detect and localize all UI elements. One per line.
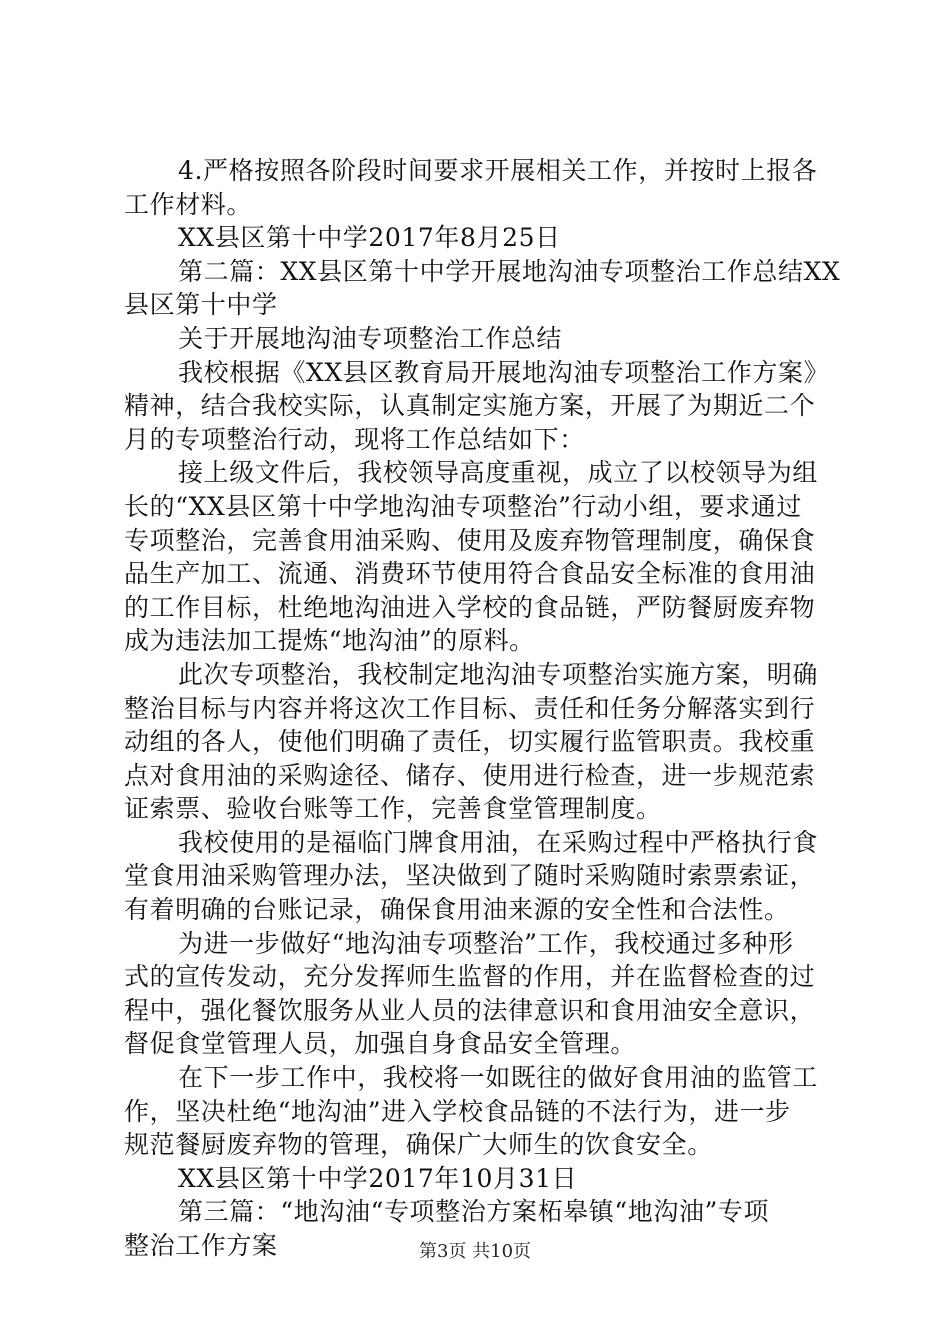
text-line: 专项整治，完善食用油采购、使用及废弃物管理制度，确保食 xyxy=(124,525,816,555)
text-line: 精神，结合我校实际，认真制定实施方案，开展了为期近二个 xyxy=(124,391,816,421)
text-line: 工作材料。 xyxy=(124,189,253,219)
text-line: 月的专项整治行动，现将工作总结如下： xyxy=(124,424,585,454)
text-line: XX县区第十中学2017年10月31日 xyxy=(178,1163,578,1193)
text-line: 此次专项整治，我校制定地沟油专项整治实施方案，明确 xyxy=(178,659,819,689)
text-line: 规范餐厨废弃物的管理，确保广大师生的饮食安全。 xyxy=(124,1130,713,1160)
text-line: 堂食用油采购管理办法，坚决做到了随时采购随时索票索证， xyxy=(124,861,816,891)
document-body xyxy=(124,154,841,1263)
text-line: 证索票、验收台账等工作，完善食堂管理制度。 xyxy=(124,794,662,824)
text-line: 长的“XX县区第十中学地沟油专项整治”行动小组，要求通过 xyxy=(124,491,802,521)
text-line: 品生产加工、流通、消费环节使用符合食品安全标准的食用油 xyxy=(124,559,816,589)
text-line: 第三篇：“地沟油“专项整治方案柘皋镇“地沟油”专项 xyxy=(178,1197,770,1227)
text-line: 我校根据《XX县区教育局开展地沟油专项整治工作方案》 xyxy=(178,357,830,387)
text-line: 接上级文件后，我校领导高度重视，成立了以校领导为组 xyxy=(178,458,819,488)
text-line: 在下一步工作中，我校将一如既往的做好食用油的监管工 xyxy=(178,1063,819,1093)
text-line: 成为违法加工提炼“地沟油”的原料。 xyxy=(124,626,535,656)
text-line: 点对食用油的采购途径、储存、使用进行检查，进一步规范索 xyxy=(124,760,816,790)
text-line: 动组的各人，使他们明确了责任，切实履行监管职责。我校重 xyxy=(124,727,816,757)
text-line: 第二篇：XX县区第十中学开展地沟油专项整治工作总结XX xyxy=(178,256,841,286)
text-line: 关于开展地沟油专项整治工作总结 xyxy=(178,323,563,353)
text-line: 县区第十中学 xyxy=(124,290,278,320)
text-line: 程中，强化餐饮服务从业人员的法律意识和食用油安全意识， xyxy=(124,995,816,1025)
text-line: 督促食堂管理人员，加强自身食品安全管理。 xyxy=(124,1029,637,1059)
text-line: 整治目标与内容并将这次工作目标、责任和任务分解落实到行 xyxy=(124,693,816,723)
text-line: 式的宣传发动，充分发挥师生监督的作用，并在监督检查的过 xyxy=(124,962,816,992)
text-line: 为进一步做好“地沟油专项整治”工作，我校通过多种形 xyxy=(178,928,794,958)
text-line: 作，坚决杜绝“地沟油”进入学校食品链的不法行为，进一步 xyxy=(124,1096,791,1126)
text-line: 整治工作方案 xyxy=(124,1231,278,1260)
text-line: 有着明确的台账记录，确保食用油来源的安全性和合法性。 xyxy=(124,895,790,925)
page-number-footer: 第3页 共10页 xyxy=(418,1241,532,1262)
text-line: 的工作目标，杜绝地沟油进入学校的食品链，严防餐厨废弃物 xyxy=(124,592,816,622)
text-line: 我校使用的是福临门牌食用油，在采购过程中严格执行食 xyxy=(178,827,819,857)
text-line: XX县区第十中学2017年8月25日 xyxy=(178,223,561,253)
text-line: 4.严格按照各阶段时间要求开展相关工作，并按时上报各 xyxy=(178,156,818,185)
